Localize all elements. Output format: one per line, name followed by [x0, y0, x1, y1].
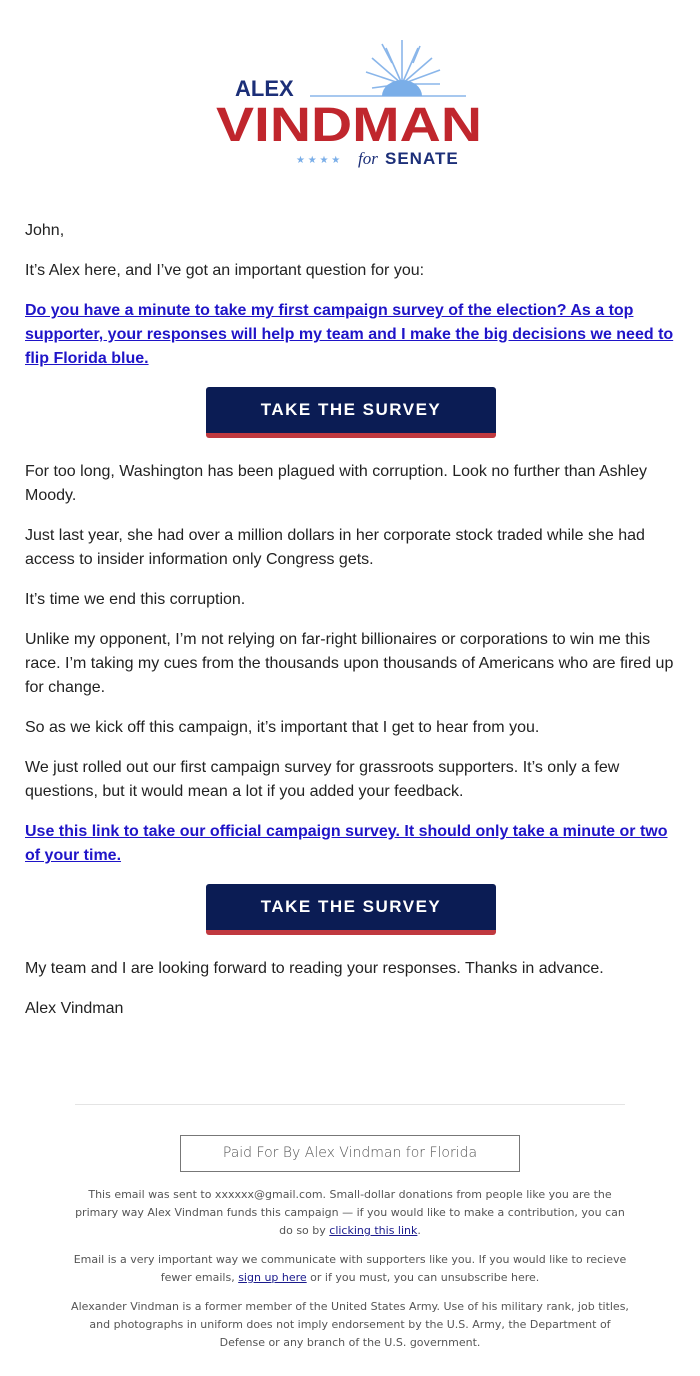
email-body [25, 219, 677, 1037]
logo-office: SENATE [385, 149, 459, 168]
footer-email-prefs: Email is a very important way we communicate with supporters like you. If you would like to recieve fewer emails, sign up here or if you must, you can unsubscribe here. [73, 1253, 627, 1284]
logo-stars: ★ ★ ★ ★ [296, 155, 341, 166]
contribute-link[interactable]: clicking this link [329, 1224, 418, 1237]
paragraph: For too long, Washington has been plagued with corruption. Look no further than Ashley Moody. [25, 463, 648, 504]
paragraph: It’s time we end this corruption. [25, 591, 246, 608]
footer-divider [75, 1104, 625, 1105]
survey-link[interactable]: Do you have a minute to take my first campaign survey of the election? As a top supporter, your responses will help my team and I make the big decisions we need to flip Florida blue. [25, 302, 674, 367]
logo-last-name: VINDMAN [216, 99, 482, 152]
logo-for: for [358, 149, 378, 168]
logo-first-name: ALEX [235, 76, 294, 101]
survey-link-2[interactable]: Use this link to take our official campaign survey. It should only take a minute or two of your time. [25, 823, 668, 864]
paragraph: We just rolled out our first campaign survey for grassroots supporters. It’s only a few questions, but it would mean a lot if you added your feedback. [25, 759, 620, 800]
footer-disclaimer: Alexander Vindman is a former member of the United States Army. Use of his military rank, job titles, and photographs in uniform does not imply endorsement by the U.S. Army, the Department of Defense or any branch of the U.S. government. [71, 1300, 629, 1349]
greeting: John, [25, 222, 65, 239]
paragraph: Unlike my opponent, I’m not relying on far-right billionaires or corporations to win me this race. I’m taking my cues from the thousands upon thousands of Americans who are fired up for change. [25, 631, 674, 696]
paragraph: My team and I are looking forward to reading your responses. Thanks in advance. [25, 960, 604, 977]
footer-sent-to: This email was sent to xxxxxx@gmail.com. Small-dollar donations from people like you are the primary way Alex Vindman funds this campaign — if you would like to make a contribution, you can do so by clicking this link. [75, 1188, 625, 1237]
paragraph: It’s Alex here, and I’ve got an important question for you: [25, 262, 425, 279]
paragraph: So as we kick off this campaign, it’s important that I get to hear from you. [25, 719, 540, 736]
take-survey-button-2[interactable]: TAKE THE SURVEY [206, 884, 496, 935]
take-survey-button[interactable]: TAKE THE SURVEY [206, 387, 496, 438]
paragraph: Just last year, she had over a million dollars in her corporate stock traded while she had access to insider information only Congress gets. [25, 527, 645, 568]
paid-for-box: Paid For By Alex Vindman for Florida [180, 1135, 520, 1172]
campaign-logo [210, 36, 490, 171]
sign-up-link[interactable]: sign up here [238, 1271, 307, 1284]
signature: Alex Vindman [25, 1000, 124, 1017]
footer [70, 1186, 630, 1363]
